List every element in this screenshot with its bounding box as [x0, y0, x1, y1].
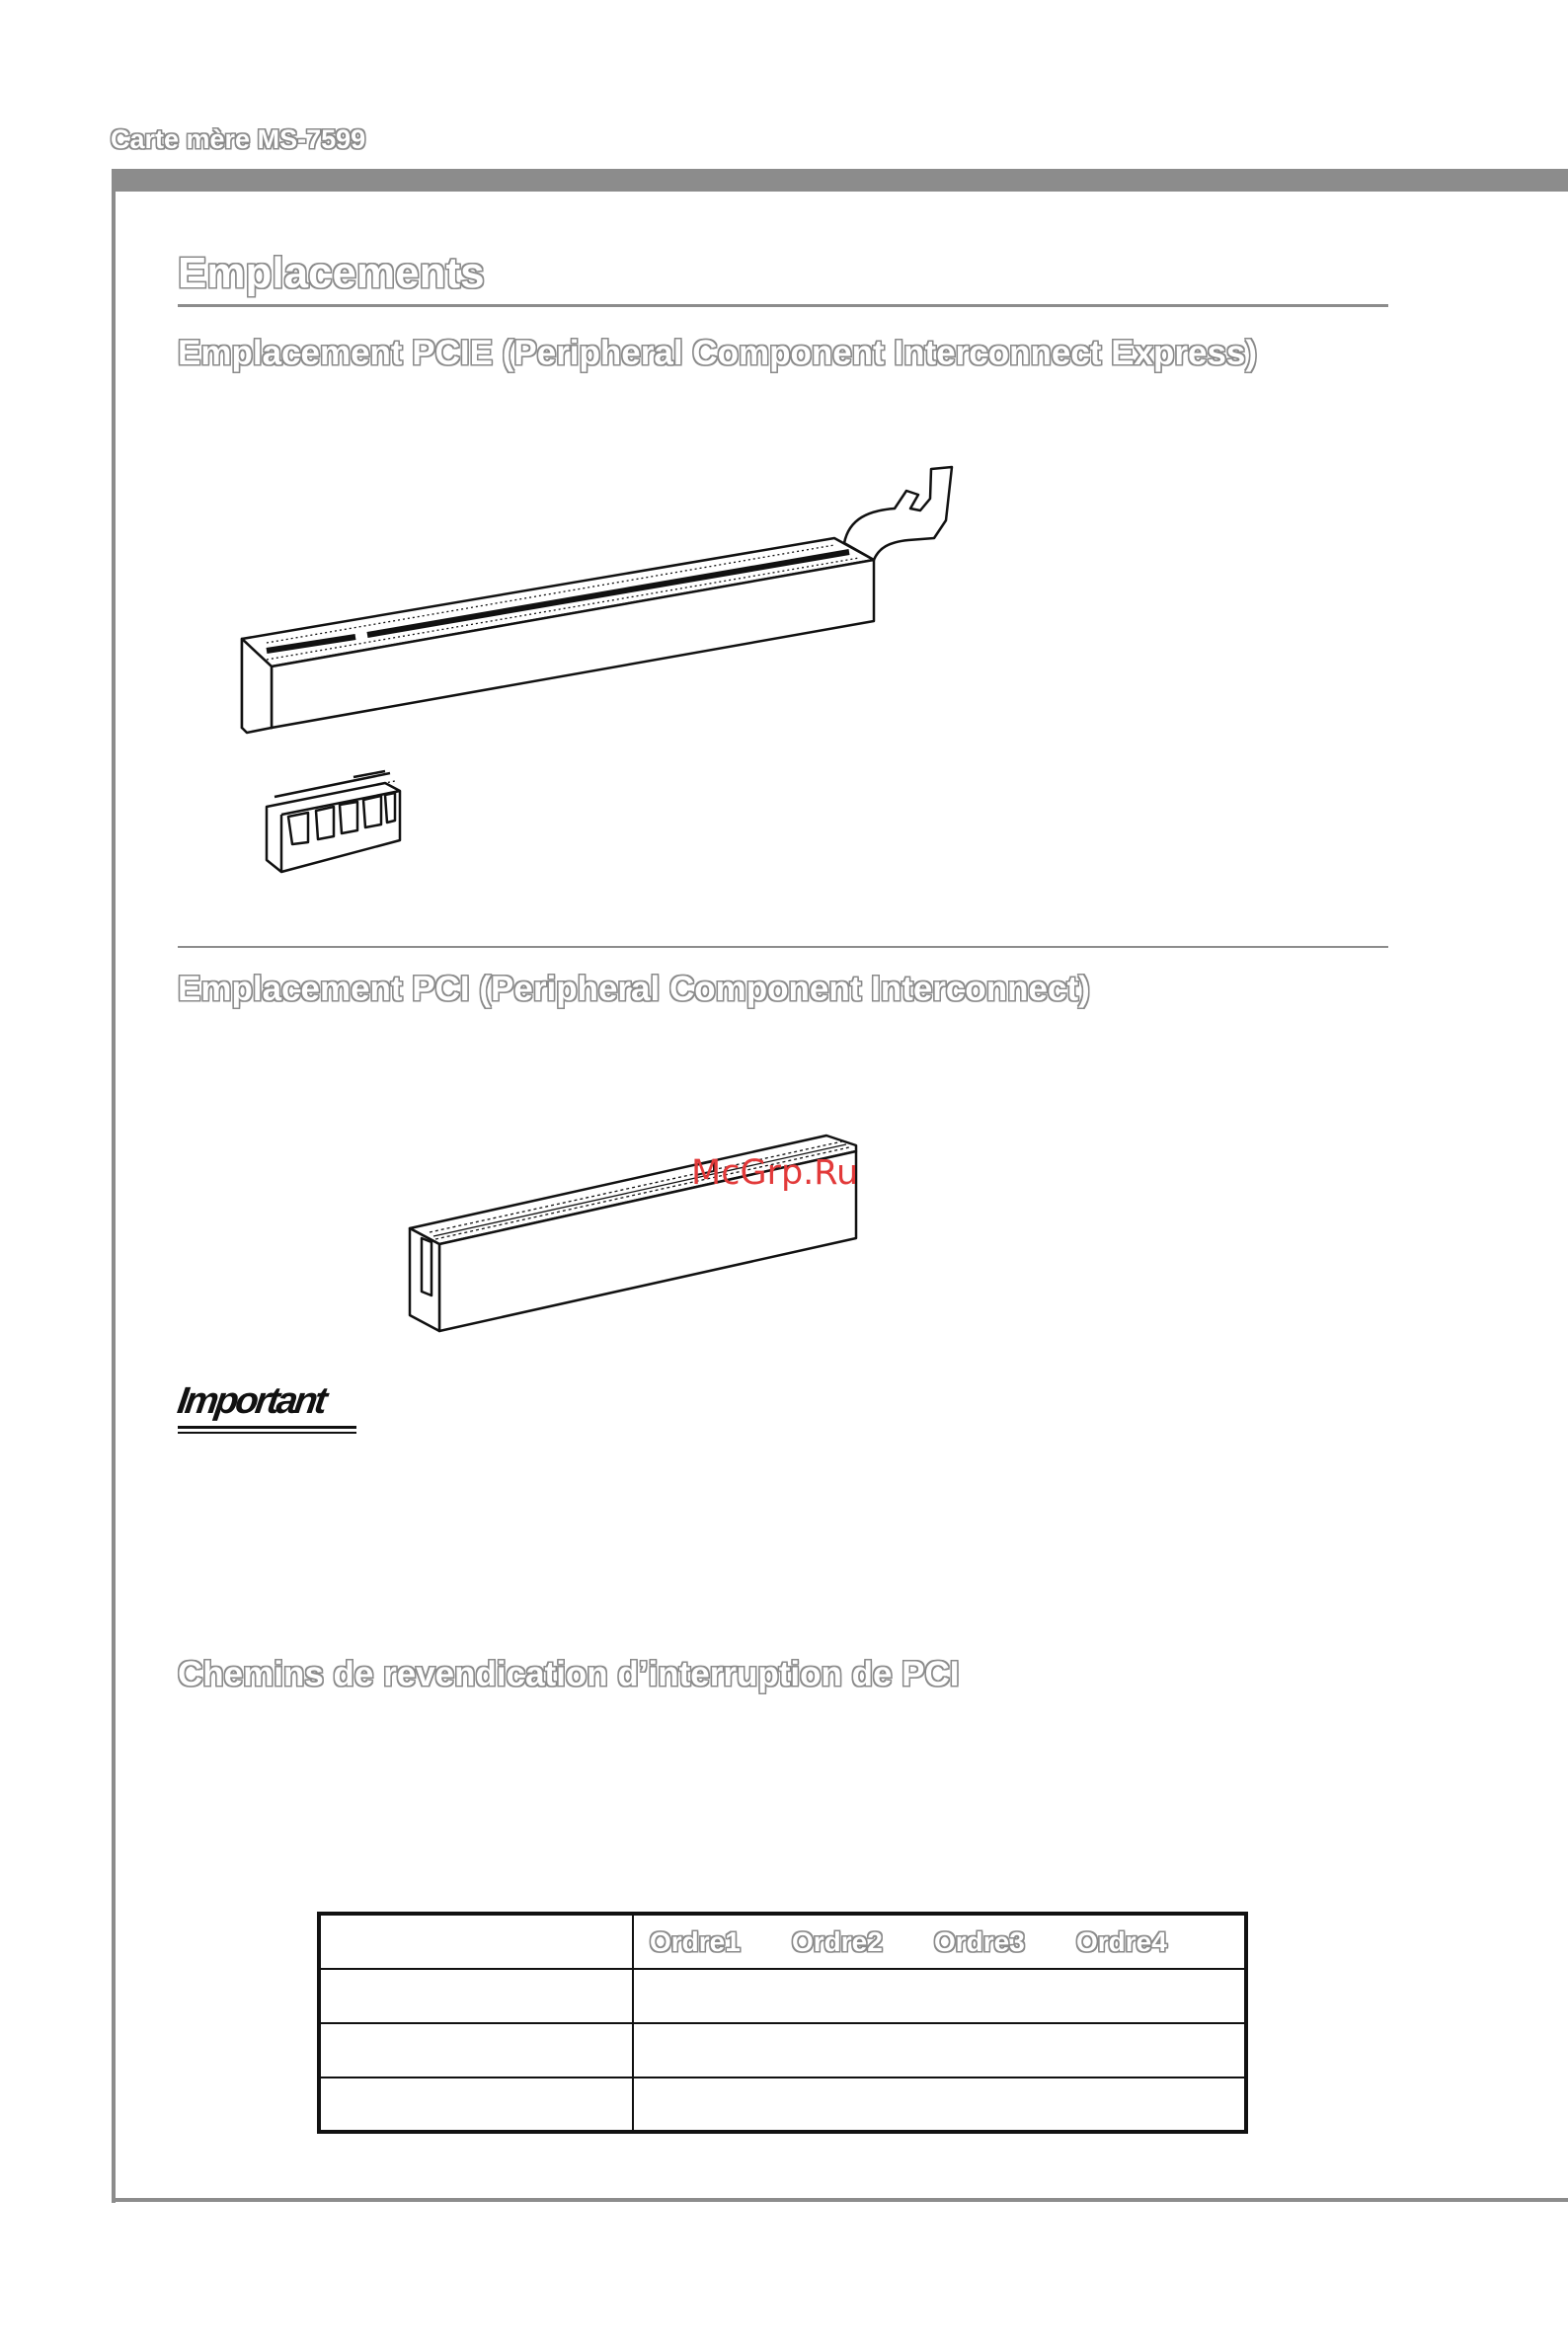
important-label: Important	[175, 1380, 328, 1422]
table-row-label	[319, 2078, 633, 2132]
pci-heading: Emplacement PCI (Peripheral Component Interconnect)	[178, 970, 1090, 1008]
table-row-values	[633, 1969, 1246, 2023]
table-header-order3: Ordre3	[934, 1925, 1025, 1957]
header-bar	[112, 169, 1568, 192]
important-underline-secondary	[178, 1432, 356, 1434]
bottom-rule	[112, 2198, 1568, 2202]
table-row	[319, 2023, 1246, 2078]
table-header-order2: Ordre2	[792, 1925, 883, 1957]
important-underline	[178, 1426, 356, 1429]
table-row-values	[633, 2078, 1246, 2132]
table-header-orders-cell	[633, 1914, 1246, 1969]
section-divider	[178, 946, 1388, 948]
title-underline	[178, 304, 1388, 307]
table-row	[319, 2078, 1246, 2132]
watermark-text: McGrp.Ru	[691, 1153, 859, 1193]
table-row-label	[319, 1969, 633, 2023]
table-header-label-cell	[319, 1914, 633, 1969]
table-row-values	[633, 2023, 1246, 2078]
pci-interrupt-heading: Chemins de revendication d’interruption de PCI	[178, 1655, 960, 1693]
table-header-order1: Ordre1	[650, 1925, 741, 1957]
table-row-label	[319, 2023, 633, 2078]
table-row	[319, 1969, 1246, 2023]
page-header-label: Carte mère MS-7599	[111, 124, 366, 154]
pci-interrupt-table	[317, 1912, 1248, 2134]
pcie-slot-illustration	[227, 449, 987, 884]
table-header-order4: Ordre4	[1076, 1925, 1167, 1957]
section-title: Emplacements	[178, 249, 485, 297]
left-margin-rule	[112, 169, 116, 2203]
table-header-row	[319, 1914, 1246, 1969]
important-badge	[175, 1380, 356, 1434]
pcie-heading: Emplacement PCIE (Peripheral Component Interconnect Express)	[178, 334, 1258, 372]
